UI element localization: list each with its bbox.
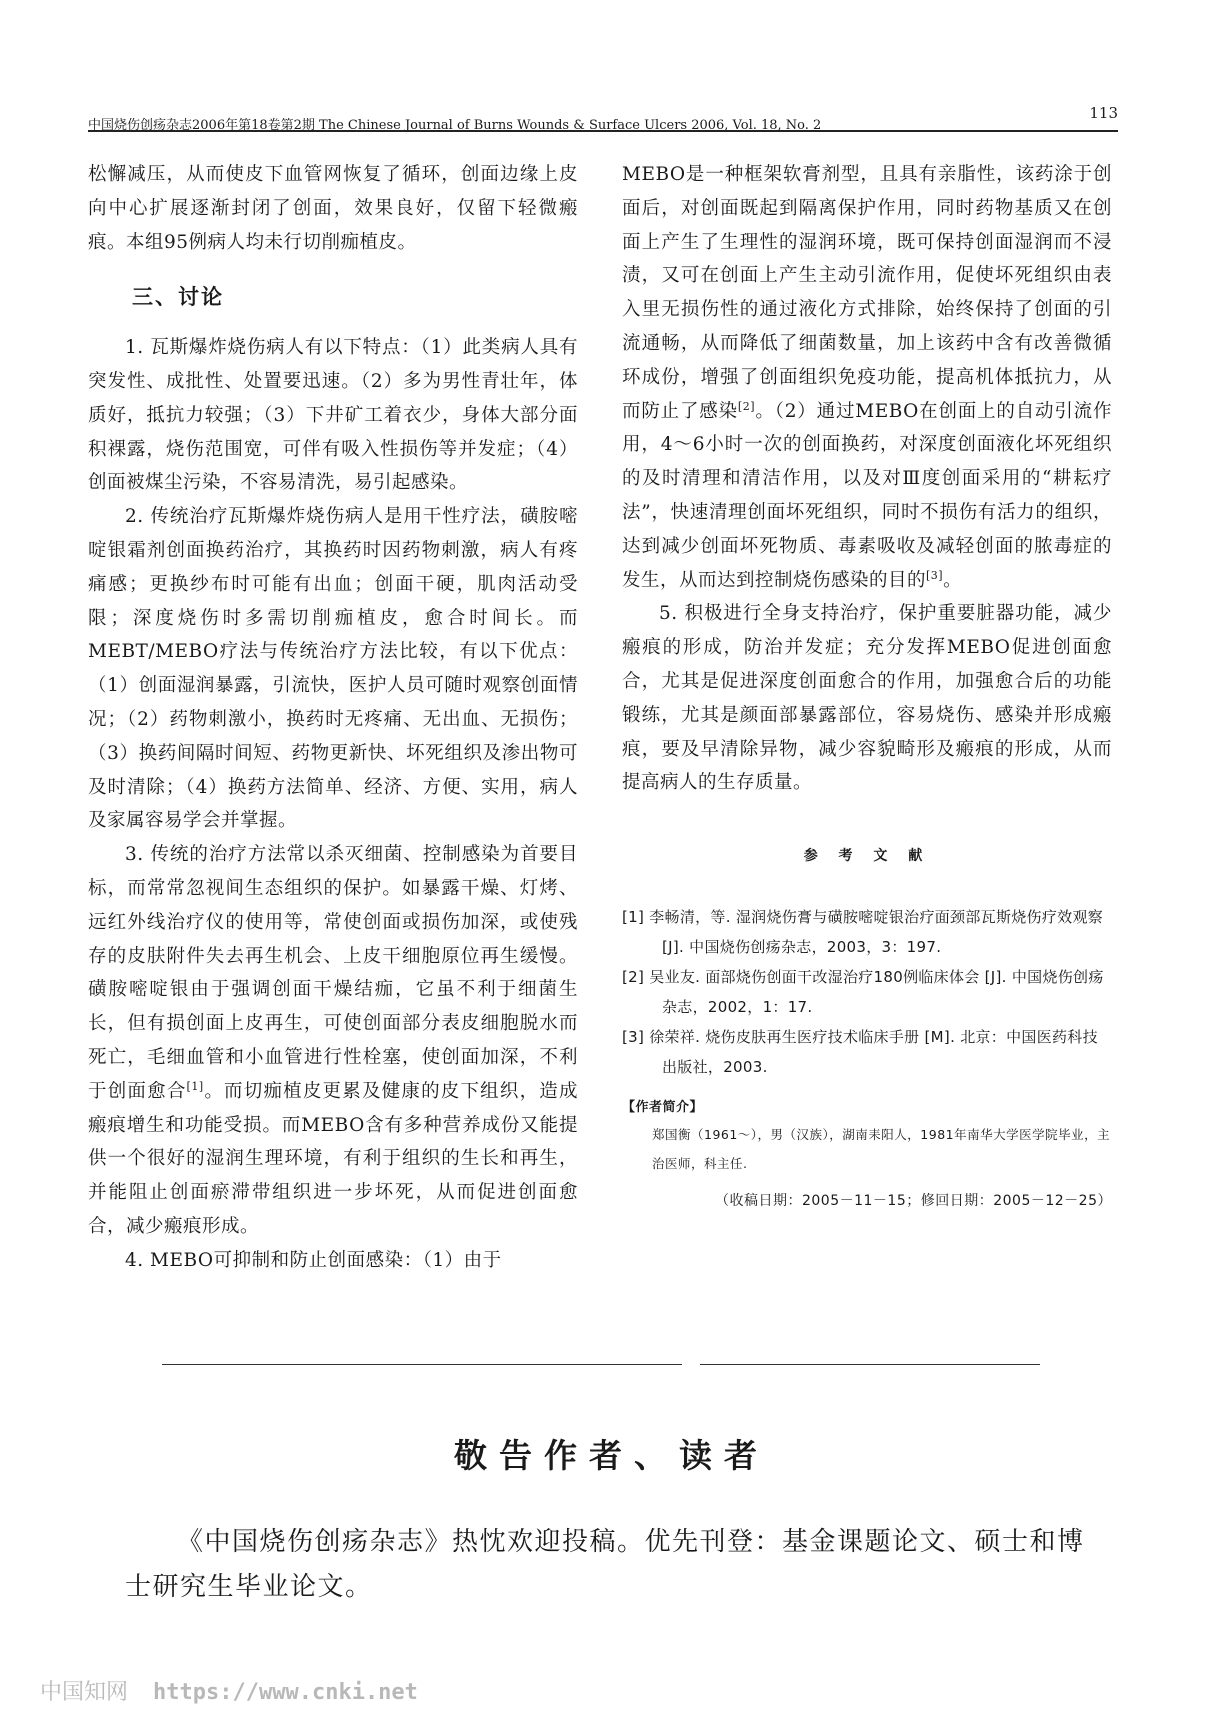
discussion-point-4: 4. MEBO可抑制和防止创面感染：（1）由于 xyxy=(125,1249,502,1271)
divider-line xyxy=(162,1364,682,1365)
discussion-point-3-text-a: 3. 传统的治疗方法常以杀灭细菌、控制感染为首要目标，而常常忽视间生态组织的保护。如暴露干燥、灯烤、远红外线治疗仪的使用等，常使创面或损伤加深，或使残存的皮肤附件失去再生机会、上皮干细胞原位再生缓慢。磺胺嘧啶银由于强调创面干燥结痂，它虽不利于细菌生长，但有损创面上皮再生，可使创面部分表皮细胞脱水而死亡，毛细血管和小血管进行性栓塞，使创面加深，不利于创面愈合 xyxy=(88,844,578,1102)
right-column xyxy=(622,158,1112,1216)
discussion-point-3-text-b: 。而切痂植皮更累及健康的皮下组织，造成瘢痕增生和功能受损。而MEBO含有多种营养成份又能提供一个很好的湿润生理环境，有利于组织的生长和再生，并能阻止创面瘀滞带组织进一步坏死，从而促进创面愈合，减少瘢痕形成。 xyxy=(88,1080,578,1237)
discussion-point-4-continued xyxy=(622,158,1112,597)
point-4-text-a: MEBO是一种框架软膏剂型，且具有亲脂性，该药涂于创面后，对创面既起到隔离保护作用，同时药物基质又在创面上产生了生理性的湿润环境，既可保持创面湿润而不浸渍，又可在创面上产生主动引流作用，促使坏死组织由表入里无损伤性的通过液化方式排除，始终保持了创面的引流通畅，从而降低了细菌数量，加上该药中含有改善微循环成份，增强了创面组织免疫功能，提高机体抵抗力，从而防止了感染 xyxy=(622,164,1112,422)
reference-item: [2] 吴业友. 面部烧伤创面干改湿治疗180例临床体会 [J]. 中国烧伤创疡杂志，2002，1：17. xyxy=(622,967,1104,1016)
citation-1: [1] xyxy=(186,1079,204,1093)
citation-2: [2] xyxy=(737,399,756,413)
cnki-watermark xyxy=(40,1675,418,1706)
paragraph-continued: 松懈减压，从而使皮下血管网恢复了循环，创面边缘上皮向中心扩展逐渐封闭了创面，效果良好，仅留下轻微瘢痕。本组95例病人均未行切削痂植皮。 xyxy=(88,164,578,253)
reference-item: [1] 李畅清，等. 湿润烧伤膏与磺胺嘧啶银治疗面颈部瓦斯烧伤疗效观察 [J]. 中国烧伤创疡杂志，2003，3：197. xyxy=(622,907,1104,956)
section-heading-discussion: 三、讨论 xyxy=(132,285,224,310)
discussion-point-5: 5. 积极进行全身支持治疗，保护重要脏器功能，减少瘢痕的形成，防治并发症；充分发挥MEBO促进创面愈合，尤其是促进深度创面愈合的作用，加强愈合后的功能锻练，尤其是颜面部暴露部位，容易烧伤、感染并形成瘢痕，要及早清除异物，减少容貌畸形及瘢痕的形成，从而提高病人的生存质量。 xyxy=(622,603,1112,794)
discussion-point-3 xyxy=(88,838,578,1244)
received-dates: （收稿日期：2005－11－15；修回日期：2005－12－25） xyxy=(714,1192,1112,1209)
point-4-text-b: 。（2）通过MEBO在创面上的自动引流作用，4～6小时一次的创面换药，对深度创面液化坏死组织的及时清理和清洁作用，以及对Ⅲ度创面采用的“耕耘疗法”，快速清理创面坏死组织，同时不损伤有活力的组织，达到减少创面坏死物质、毒素吸收及减轻创面的脓毒症的发生，从而达到控制烧伤感染的目的 xyxy=(622,400,1112,591)
citation-3: [3] xyxy=(926,568,944,582)
left-column xyxy=(88,158,578,1278)
divider-line xyxy=(700,1364,1040,1365)
reference-item: [3] 徐荣祥. 烧伤皮肤再生医疗技术临床手册 [M]. 北京：中国医药科技出版社，2003. xyxy=(622,1027,1098,1076)
notice-title: 敬告作者、读者 xyxy=(454,1436,769,1475)
references-heading: 参 考 文 献 xyxy=(803,848,931,865)
discussion-point-1: 1. 瓦斯爆炸烧伤病人有以下特点：（1）此类病人具有突发性、成批性、处置要迅速。（2）多为男性青壮年，体质好，抵抗力较强；（3）下井矿工着衣少，身体大部分面积裸露，烧伤范围宽，可伴有吸入性损伤等并发症；（4）创面被煤尘污染，不容易清洗，易引起感染。 xyxy=(88,337,578,494)
watermark-url: https://www.cnki.net xyxy=(153,1680,418,1705)
point-4-text-c: 。 xyxy=(943,569,963,591)
author-heading: 【作者简介】 xyxy=(622,1099,704,1115)
header-rule xyxy=(88,130,1118,132)
journal-header: 中国烧伤创疡杂志2006年第18卷第2期 The Chinese Journal of Burns Wounds & Surface Ulcers 2006, Vol. 18, No. 2 xyxy=(88,118,822,133)
page-number: 113 xyxy=(1089,104,1118,122)
author-bio: 郑国衡（1961～），男（汉族），湖南耒阳人，1981年南华大学医学院毕业，主治医师，科主任. xyxy=(652,1126,1111,1171)
notice-body: 《中国烧伤创疡杂志》热忱欢迎投稿。优先刊登：基金课题论文、硕士和博士研究生毕业论文。 xyxy=(125,1527,1085,1602)
watermark-brand: 中国知网 xyxy=(40,1680,129,1705)
discussion-point-2: 2. 传统治疗瓦斯爆炸烧伤病人是用干性疗法，磺胺嘧啶银霜剂创面换药治疗，其换药时因药物刺激，病人有疼痛感；更换纱布时可能有出血；创面干硬，肌肉活动受限；深度烧伤时多需切削痂植皮，愈合时间长。而MEBT/MEBO疗法与传统治疗方法比较，有以下优点：（1）创面湿润暴露，引流快，医护人员可随时观察创面情况；（2）药物刺激小，换药时无疼痛、无出血、无损伤；（3）换药间隔时间短、药物更新快、坏死组织及渗出物可及时清除；（4）换药方法简单、经济、方便、实用，病人及家属容易学会并掌握。 xyxy=(88,506,578,832)
